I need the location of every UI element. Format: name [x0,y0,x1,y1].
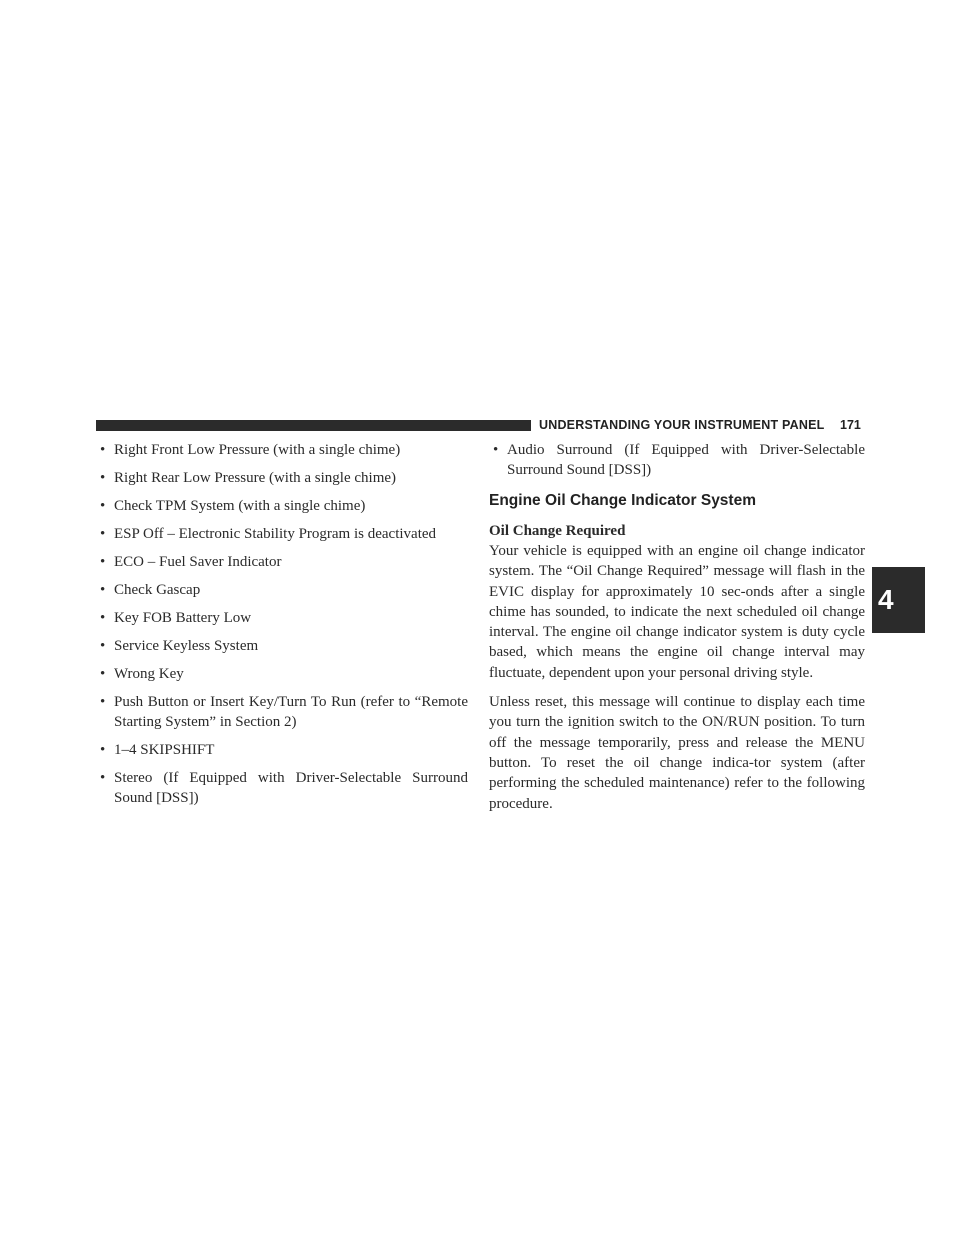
right-bullet-list [489,440,865,480]
header-rule [96,420,531,431]
sub-heading: Oil Change Required [489,523,626,539]
list-item: • Service Keyless System [96,636,468,656]
list-item: • ECO – Fuel Saver Indicator [96,552,468,572]
body-paragraph: Your vehicle is equipped with an engine oil change indicator system. The “Oil Change Required” message will flash in the EVIC display for approximately 10 sec-onds after a single chime has sounded, to indicate the next scheduled oil change interval. The engine oil change indicator system is duty cycle based, which means the engine oil change interval may fluctuate, dependent upon your personal driving style. [489,543,865,681]
page-number: 171 [840,418,861,432]
list-item: • Right Rear Low Pressure (with a single chime) [96,468,468,488]
list-item: • Wrong Key [96,664,468,684]
list-item: • Stereo (If Equipped with Driver-Selectable Surround Sound [DSS]) [96,768,468,808]
right-column [489,432,865,814]
list-item: • Right Front Low Pressure (with a single chime) [96,440,468,460]
left-column [96,432,468,808]
chapter-number: 4 [878,584,894,615]
list-item: • Key FOB Battery Low [96,608,468,628]
running-header-title: UNDERSTANDING YOUR INSTRUMENT PANEL [539,418,825,432]
list-item: • 1–4 SKIPSHIFT [96,740,468,760]
list-item: • ESP Off – Electronic Stability Program is deactivated [96,524,468,544]
list-item: • Check TPM System (with a single chime) [96,496,468,516]
section-heading: Engine Oil Change Indicator System [489,492,756,509]
left-bullet-list [96,440,468,808]
body-paragraph: Unless reset, this message will continue to display each time you turn the ignition switch to the ON/RUN position. To turn off the message temporarily, press and release the MENU button. To reset the oil change indica-tor system (after performing the scheduled maintenance) refer to the following procedure. [489,694,865,812]
chapter-tab [872,567,925,633]
list-item: • Audio Surround (If Equipped with Driver-Selectable Surround Sound [DSS]) [489,440,865,480]
list-item: • Check Gascap [96,580,468,600]
list-item: • Push Button or Insert Key/Turn To Run (refer to “Remote Starting System” in Section 2) [96,692,468,732]
